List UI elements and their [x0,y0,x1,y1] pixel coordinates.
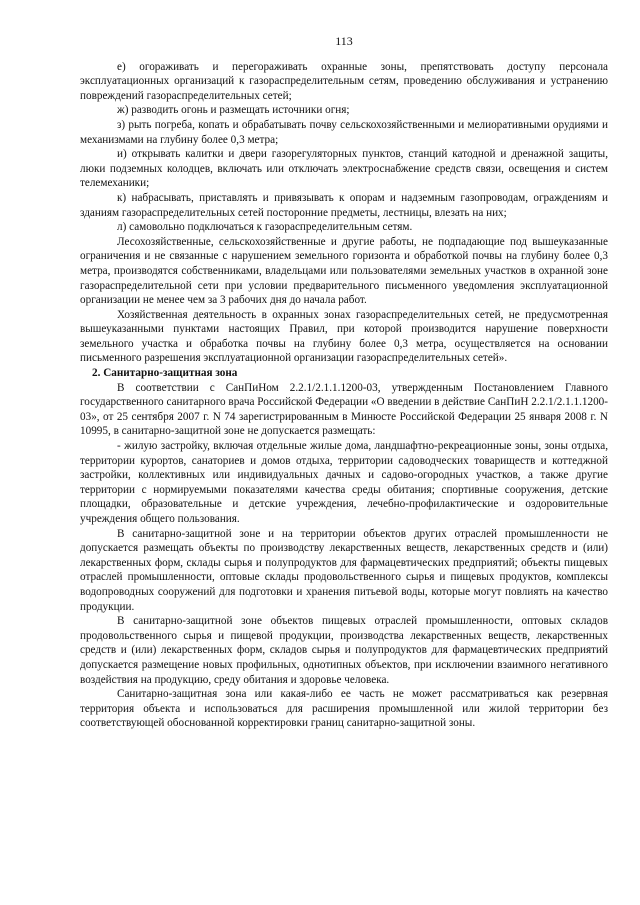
paragraph-economic-activity: Хозяйственная деятельность в охранных зонах газораспределительных сетей, не предусмотренная вышеуказанными пунктами настоящих Правил, при которой производится нарушение поверхности земельного участка и обработка почвы на глубину более 0,3 метра, осуществляется на основании письменного разрешения эксплуатационной организации газораспределительных сетей». [80,308,608,365]
paragraph-restriction-zh: ж) разводить огонь и размещать источники огня; [117,104,350,117]
paragraph-restriction-l: л) самовольно подключаться к газораспределительным сетям. [117,221,413,234]
paragraph-reserve-territory: Санитарно-защитная зона или какая-либо ее часть не может рассматриваться как резервная территория объекта и использоваться для расширения промышленной или жилой территории без соответствующей обоснованной корректировки границ санитарно-защитной зоны. [80,688,608,730]
paragraph-restriction-z: з) рыть погреба, копать и обрабатывать почву сельскохозяйственными и мелиоративными орудиями и механизмами на глубину более 0,3 метра; [80,118,608,146]
document-page [80,34,608,731]
paragraph-sanpin-reference: В соответствии с СанПиНом 2.2.1/2.1.1.1200-03, утвержденным Постановлением Главного государственного санитарного врача Российской Федерации «О введении в действие СанПиН 2.2.1/2.1.1.1200-03», от 25 сентября 2007 г. N 74 зарегистрированным в Минюсте Российской Федерации 25 января 2008 г. N 10995, в санитарно-защитной зоне не допускается размещать: [80,381,608,438]
page-number: 113 [335,34,353,48]
paragraph-restriction-i: и) открывать калитки и двери газорегуляторных пунктов, станций катодной и дренажной защиты, люки подземных колодцев, включать или отключать электроснабжение средств связи, освещения и систем телемеханики; [80,148,608,190]
paragraph-prohibited-list: - жилую застройку, включая отдельные жилые дома, ландшафтно-рекреационные зоны, зоны отдыха, территории курортов, санаториев и домов отдыха, территории садоводческих товариществ и коттеджной застройки, коллективных или индивидуальных дачных и садово-огородных участков, а также другие территории с нормируемыми показателями качества среды обитания; спортивные сооружения, детские площадки, образовательные и детские учреждения, лечебно-профилактические и оздоровительные учреждения общего пользования. [80,440,608,525]
paragraph-restriction-e: е) огораживать и перегораживать охранные зоны, препятствовать доступу персонала эксплуатационных организаций к газораспределительным сетям, проведению обслуживания и устранению повреждений газораспределительных сетей; [80,60,608,102]
paragraph-forestry-works: Лесохозяйственные, сельскохозяйственные и другие работы, не подпадающие под вышеуказанные ограничения и не связанные с нарушением земельного горизонта и обработкой почвы на глубину более 0,3 метра, производятся собственниками, владельцами или пользователями земельных участков в охранной зоне газораспределительной сети при условии предварительного письменного уведомления эксплуатационной организации не менее чем за 3 рабочих дня до начала работ. [80,235,608,307]
section-heading-sanitary-zone: 2. Санитарно-защитная зона [92,367,238,380]
paragraph-restriction-k: к) набрасывать, приставлять и привязывать к опорам и надземным газопроводам, ограждениям и зданиям газораспределительных сетей посторонние предметы, лестницы, влезать на них; [80,191,608,219]
paragraph-industry-objects: В санитарно-защитной зоне и на территории объектов других отраслей промышленности не допускается размещать объекты по производству лекарственных веществ, лекарственных средств и (или) лекарственных форм, склады сырья и полупродуктов для фармацевтических предприятий; объекты пищевых отраслей промышленности, оптовые склады продовольственного сырья и пищевых продуктов, комплексы водопроводных сооружений для подготовки и хранения питьевой воды, которые могут повлиять на качество продукции. [80,527,608,613]
paragraph-food-industry: В санитарно-защитной зоне объектов пищевых отраслей промышленности, оптовых складов продовольственного сырья и пищевой продукции, производства лекарственных веществ, лекарственных средств и (или) лекарственных форм, складов сырья и полупродуктов для фармацевтических предприятий допускается размещение новых профильных, однотипных объектов, при исключении взаимного негативного воздействия на продукцию, среду обитания и здоровье человека. [80,615,608,686]
